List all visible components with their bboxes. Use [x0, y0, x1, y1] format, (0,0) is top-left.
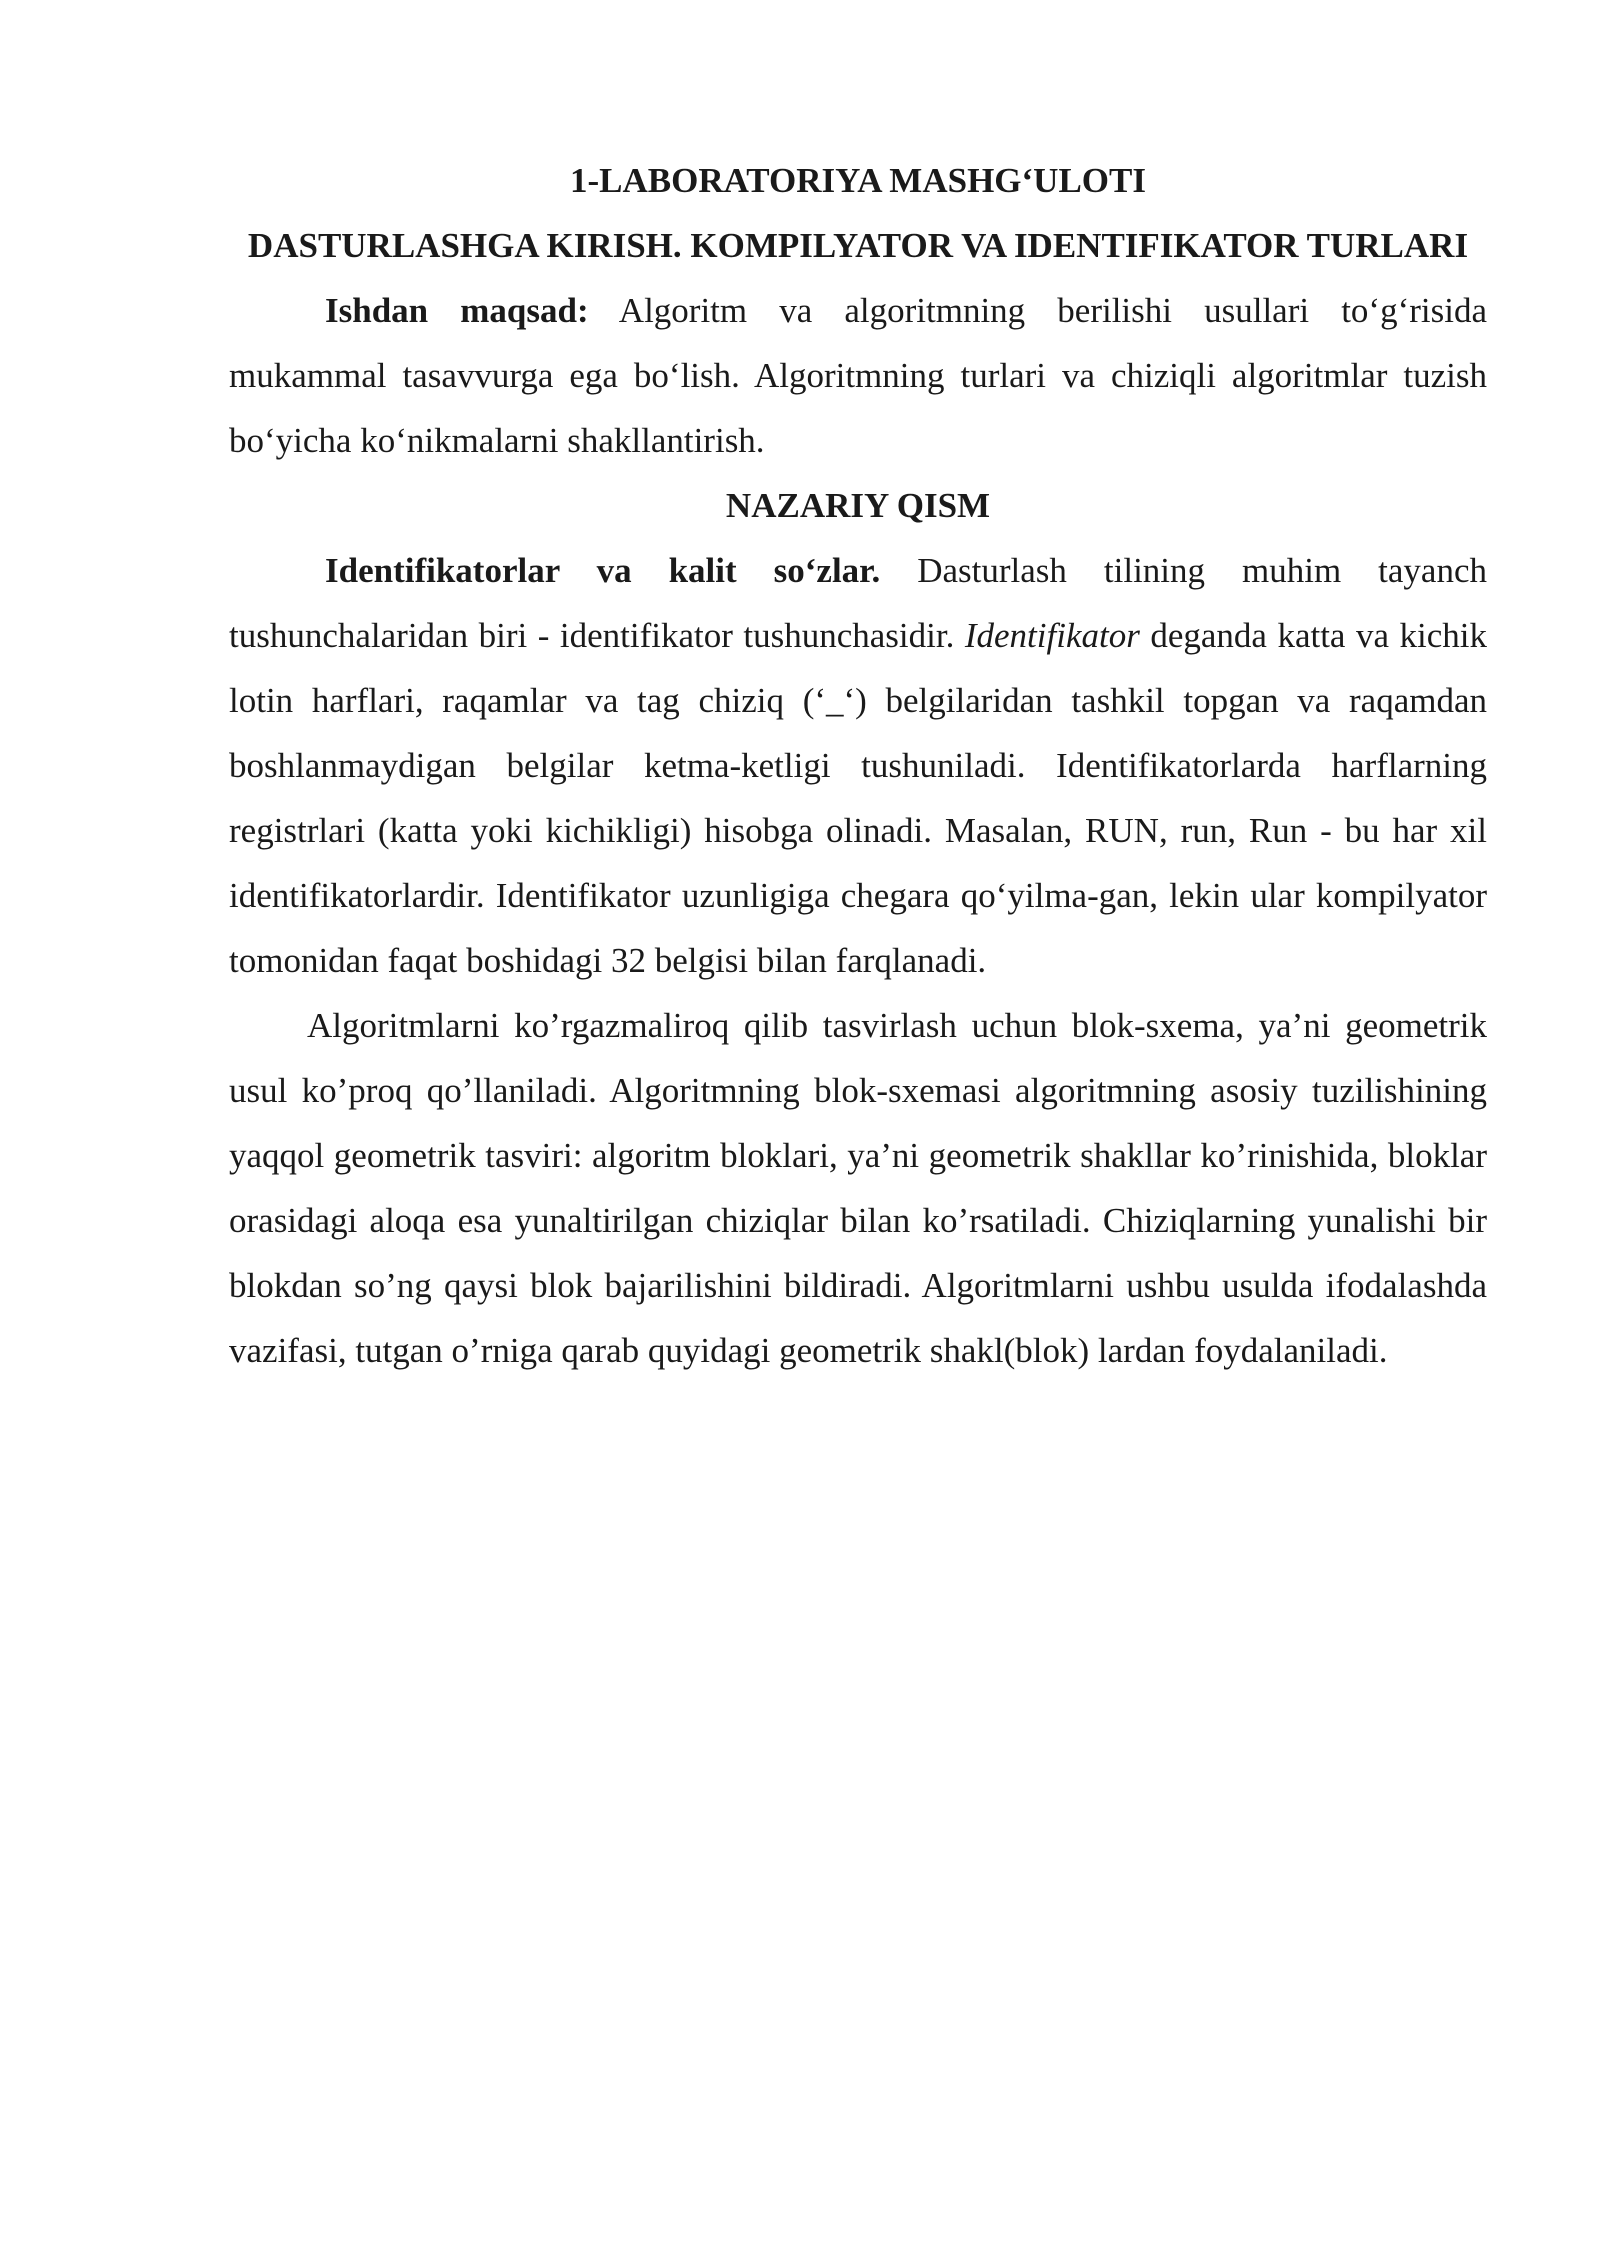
identifiers-text-after: deganda katta va kichik lotin harflari, raqamlar va tag chiziq (‘_‘) belgilaridan tashkil topgan va raqamdan boshlanmaydigan belgilar ketma-ketligi tushuniladi. Identifikatorlarda harflarning registrlari (katta yoki kichikligi) hisobga olinadi. Masalan, RUN, run, Run - bu har xil identifikatorlardir. Identifikator uzunligiga chegara qo‘yilma-gan, lekin ular kompilyator tomonidan faqat boshidagi 32 belgisi bilan farqlanadi. — [229, 616, 1488, 980]
identifiers-paragraph — [229, 538, 1487, 993]
identifiers-italic-term: Identifikator — [964, 616, 1140, 655]
document-title-line2: DASTURLASHGA KIRISH. KOMPILYATOR VA IDENTIFIKATOR TURLARI — [247, 226, 1469, 265]
identifiers-text-before: Dasturlash tilining muhim tayanch tushunchalaridan biri - identifikator tushunchasidir. — [229, 551, 1487, 655]
document-title-line1: 1-LABORATORIYA MASHG‘ULOTI — [570, 161, 1146, 200]
document-page — [229, 148, 1487, 1383]
purpose-label: Ishdan maqsad: — [325, 291, 589, 330]
purpose-paragraph — [229, 278, 1487, 473]
identifiers-label: Identifikatorlar va kalit so‘zlar. — [325, 551, 881, 590]
algorithms-paragraph: Algoritmlarni ko’rgazmaliroq qilib tasvirlash uchun blok-sxema, ya’ni geometrik usul ko’proq qo’llaniladi. Algoritmning blok-sxemasi algoritmning asosiy tuzilishining yaqqol geometrik tasviri: algoritm bloklari, ya’ni geometrik shakllar ko’rinishida, bloklar orasidagi aloqa esa yunaltirilgan chiziqlar bilan ko’rsatiladi. Chiziqlarning yunalishi bir blokdan so’ng qaysi blok bajarilishini bildiradi. Algoritmlarni ushbu usulda ifodalashda vazifasi, tutgan o’rniga qarab quyidagi geometrik shakl(blok) lardan foydalaniladi. — [229, 1006, 1487, 1370]
section-title: NAZARIY QISM — [725, 486, 991, 525]
purpose-text: Algoritm va algoritmning berilishi usullari to‘g‘risida mukammal tasavvurga ega bo‘lish. Algoritmning turlari va chiziqli algoritmlar tuzish bo‘yicha ko‘nikmalarni shakllantirish. — [229, 291, 1487, 460]
